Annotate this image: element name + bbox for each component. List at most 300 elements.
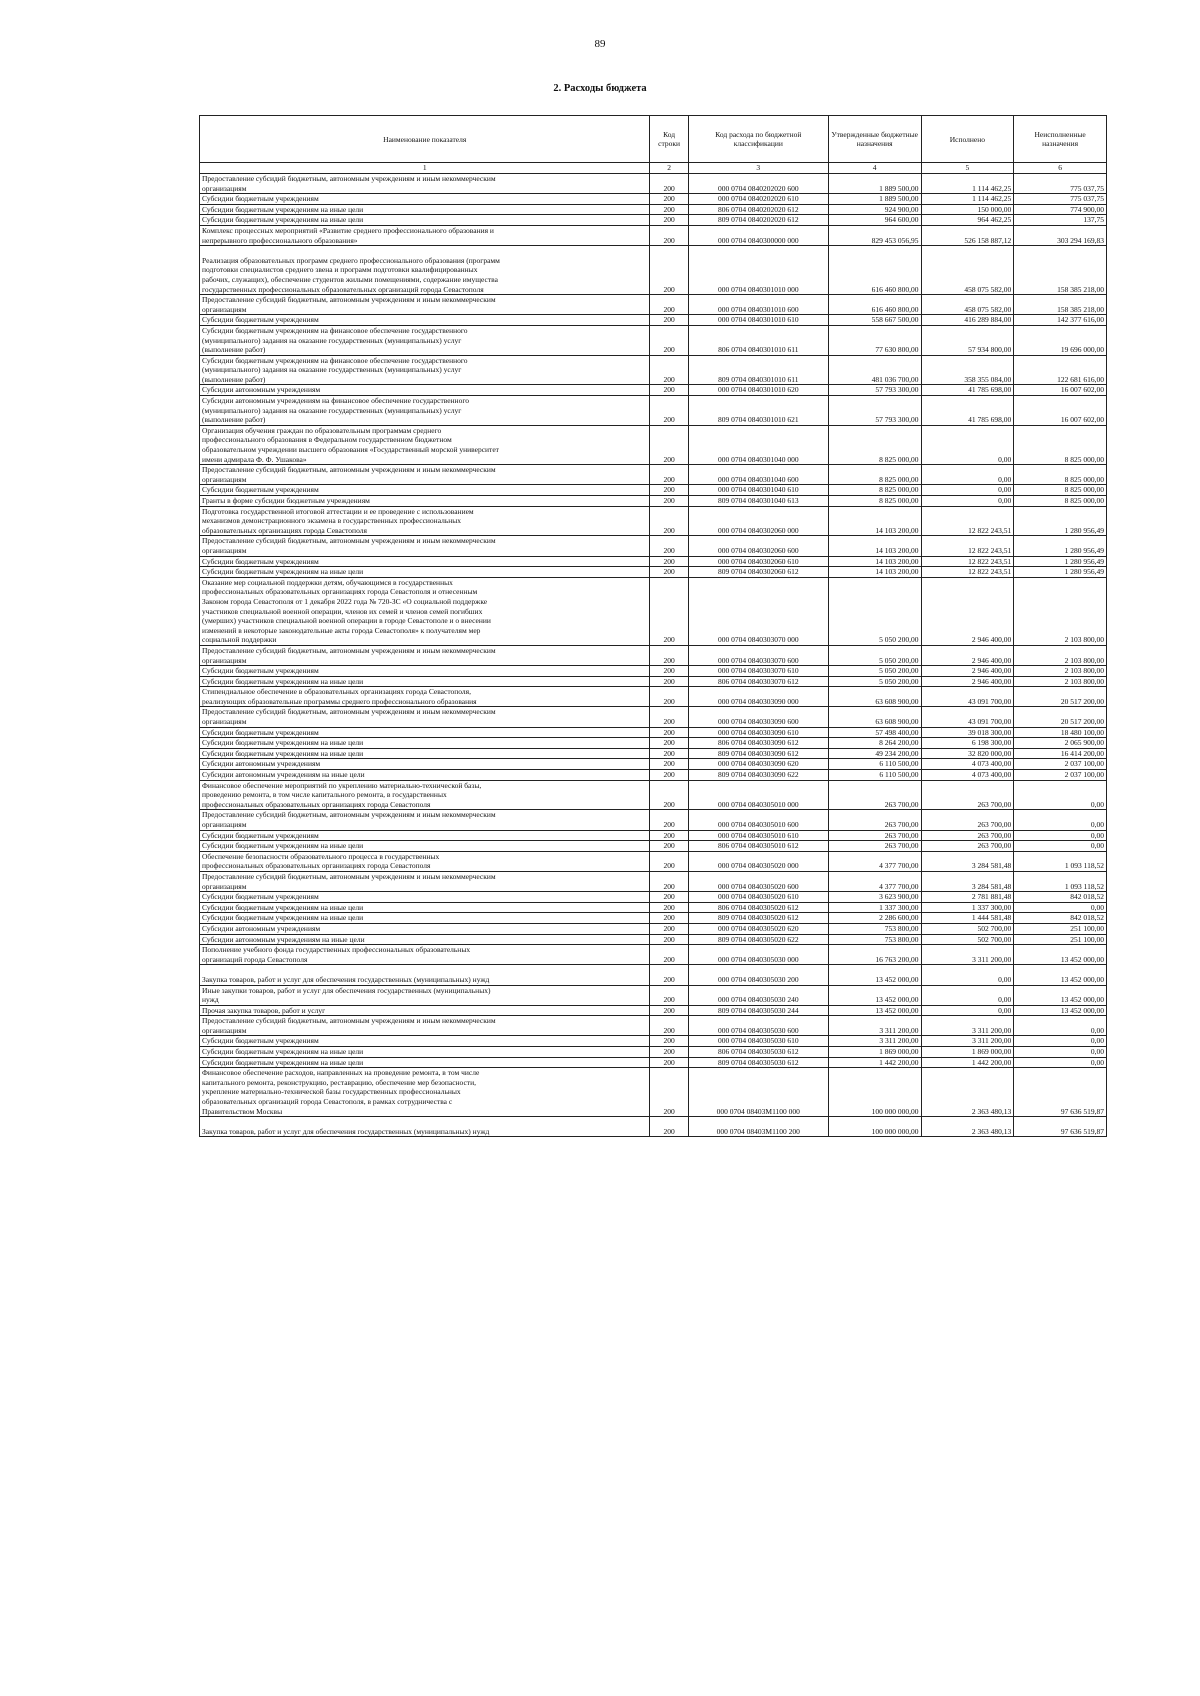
row-kbk-cell: 000 0704 0840303070 600: [688, 645, 828, 665]
row-unexecuted-cell: 20 517 200,00: [1014, 687, 1107, 707]
row-kbk-cell: 809 0704 0840302060 612: [688, 567, 828, 578]
row-kbk-cell: 000 0704 0840303070 000: [688, 577, 828, 645]
row-unexecuted-cell: 251 100,00: [1014, 934, 1107, 945]
row-approved-cell: 63 608 900,00: [828, 707, 921, 727]
table-row: [200, 913, 1107, 924]
row-name-cell: Предоставление субсидий бюджетным, автономным учреждениям и иным некоммерческим организациям: [200, 707, 650, 727]
row-unexecuted-cell: 97 636 519,87: [1014, 1117, 1107, 1137]
row-kbk-cell: 000 0704 0840302060 000: [688, 506, 828, 536]
row-approved-cell: 1 337 300,00: [828, 902, 921, 913]
row-unexecuted-cell: 1 280 956,49: [1014, 506, 1107, 536]
row-unexecuted-cell: 97 636 519,87: [1014, 1068, 1107, 1117]
table-row: [200, 871, 1107, 891]
row-name-cell: Иные закупки товаров, работ и услуг для обеспечения государственных (муниципальных) нужд: [200, 985, 650, 1005]
row-executed-cell: 4 073 400,00: [921, 770, 1014, 781]
table-row: [200, 567, 1107, 578]
table-row: [200, 1016, 1107, 1036]
table-row: [200, 934, 1107, 945]
header-classification-code: Код расхода по бюджетной классификации: [688, 116, 828, 163]
row-kbk-cell: 000 0704 0840301010 600: [688, 295, 828, 315]
row-approved-cell: 753 800,00: [828, 934, 921, 945]
row-name-cell: Субсидии автономным учреждениям: [200, 385, 650, 396]
row-name-cell: Субсидии бюджетным учреждениям на иные цели: [200, 748, 650, 759]
row-approved-cell: 1 442 200,00: [828, 1057, 921, 1068]
row-unexecuted-cell: 775 037,75: [1014, 174, 1107, 194]
row-name-cell: Гранты в форме субсидии бюджетным учреждениям: [200, 496, 650, 507]
row-kbk-cell: 000 0704 0840305010 610: [688, 830, 828, 841]
row-kbk-cell: 809 0704 0840303090 612: [688, 748, 828, 759]
row-code-cell: 200: [650, 496, 688, 507]
row-approved-cell: 14 103 200,00: [828, 506, 921, 536]
row-approved-cell: 13 452 000,00: [828, 1005, 921, 1016]
row-approved-cell: 8 825 000,00: [828, 425, 921, 464]
row-executed-cell: 2 363 480,13: [921, 1117, 1014, 1137]
row-approved-cell: 2 286 600,00: [828, 913, 921, 924]
row-name-cell: Субсидии бюджетным учреждениям на иные цели: [200, 738, 650, 749]
row-approved-cell: 13 452 000,00: [828, 985, 921, 1005]
row-executed-cell: 2 946 400,00: [921, 645, 1014, 665]
row-unexecuted-cell: 774 900,00: [1014, 204, 1107, 215]
row-unexecuted-cell: 19 696 000,00: [1014, 325, 1107, 355]
row-approved-cell: 57 793 300,00: [828, 396, 921, 426]
row-approved-cell: 100 000 000,00: [828, 1117, 921, 1137]
row-executed-cell: 0,00: [921, 965, 1014, 985]
row-approved-cell: 263 700,00: [828, 810, 921, 830]
row-approved-cell: 57 793 300,00: [828, 385, 921, 396]
row-executed-cell: 1 444 581,48: [921, 913, 1014, 924]
row-code-cell: 200: [650, 567, 688, 578]
row-unexecuted-cell: 16 007 602,00: [1014, 396, 1107, 426]
table-row: [200, 215, 1107, 226]
table-row: [200, 496, 1107, 507]
row-executed-cell: 358 355 084,00: [921, 355, 1014, 385]
row-unexecuted-cell: 1 280 956,49: [1014, 556, 1107, 567]
row-kbk-cell: 000 0704 0840305020 000: [688, 851, 828, 871]
row-name-cell: Субсидии бюджетным учреждениям на иные цели: [200, 567, 650, 578]
row-approved-cell: 481 036 700,00: [828, 355, 921, 385]
row-name-cell: Субсидии бюджетным учреждениям на иные цели: [200, 902, 650, 913]
row-kbk-cell: 000 0704 0840305030 600: [688, 1016, 828, 1036]
table-row: [200, 1117, 1107, 1137]
row-code-cell: 200: [650, 355, 688, 385]
column-index-row: [200, 163, 1107, 174]
row-name-cell: Комплекс процессных мероприятий «Развитие среднего профессионального образования и непрерывного профессионального образования»: [200, 225, 650, 245]
header-line-code: Код строки: [650, 116, 688, 163]
table-row: [200, 780, 1107, 810]
row-approved-cell: 829 453 056,95: [828, 225, 921, 245]
row-code-cell: 200: [650, 676, 688, 687]
row-executed-cell: 2 946 400,00: [921, 577, 1014, 645]
row-approved-cell: 13 452 000,00: [828, 965, 921, 985]
row-code-cell: 200: [650, 1005, 688, 1016]
row-name-cell: Предоставление субсидий бюджетным, автономным учреждениям и иным некоммерческим организациям: [200, 810, 650, 830]
row-code-cell: 200: [650, 536, 688, 556]
row-name-cell: Субсидии бюджетным учреждениям на иные цели: [200, 676, 650, 687]
table-row: [200, 485, 1107, 496]
table-row: [200, 246, 1107, 295]
row-kbk-cell: 000 0704 0840305030 610: [688, 1036, 828, 1047]
row-unexecuted-cell: 2 103 800,00: [1014, 645, 1107, 665]
row-executed-cell: 263 700,00: [921, 810, 1014, 830]
table-row: [200, 748, 1107, 759]
row-name-cell: Субсидии бюджетным учреждениям: [200, 194, 650, 205]
row-name-cell: Организация обучения граждан по образовательным программам среднего профессионального образования в Федеральном государственном бюджетном образовательном учреждении высшего образования «Государственный морской университет имени адмирала Ф. Ф. Ушакова»: [200, 425, 650, 464]
row-unexecuted-cell: 2 037 100,00: [1014, 759, 1107, 770]
row-executed-cell: 502 700,00: [921, 934, 1014, 945]
row-approved-cell: 14 103 200,00: [828, 536, 921, 556]
row-kbk-cell: 000 0704 0840305020 610: [688, 892, 828, 903]
row-kbk-cell: 806 0704 0840305030 612: [688, 1047, 828, 1058]
row-approved-cell: 3 623 900,00: [828, 892, 921, 903]
row-name-cell: Субсидии бюджетным учреждениям на иные цели: [200, 204, 650, 215]
row-code-cell: 200: [650, 913, 688, 924]
row-executed-cell: 1 337 300,00: [921, 902, 1014, 913]
row-code-cell: 200: [650, 225, 688, 245]
row-approved-cell: 616 460 800,00: [828, 246, 921, 295]
row-kbk-cell: 000 0704 0840303090 620: [688, 759, 828, 770]
row-code-cell: 200: [650, 841, 688, 852]
row-executed-cell: 32 820 000,00: [921, 748, 1014, 759]
row-unexecuted-cell: 2 103 800,00: [1014, 676, 1107, 687]
row-code-cell: 200: [650, 204, 688, 215]
row-name-cell: Закупка товаров, работ и услуг для обеспечения государственных (муниципальных) нужд: [200, 1117, 650, 1137]
row-name-cell: Предоставление субсидий бюджетным, автономным учреждениям и иным некоммерческим организациям: [200, 536, 650, 556]
row-unexecuted-cell: 0,00: [1014, 830, 1107, 841]
row-kbk-cell: 000 0704 0840301040 000: [688, 425, 828, 464]
table-row: [200, 830, 1107, 841]
table-row: [200, 645, 1107, 665]
row-unexecuted-cell: 13 452 000,00: [1014, 985, 1107, 1005]
row-executed-cell: 41 785 698,00: [921, 385, 1014, 396]
row-executed-cell: 41 785 698,00: [921, 396, 1014, 426]
row-name-cell: Субсидии бюджетным учреждениям: [200, 485, 650, 496]
table-row: [200, 727, 1107, 738]
row-name-cell: Субсидии бюджетным учреждениям: [200, 315, 650, 326]
row-name-cell: Предоставление субсидий бюджетным, автономным учреждениям и иным некоммерческим организациям: [200, 1016, 650, 1036]
row-approved-cell: 77 630 800,00: [828, 325, 921, 355]
row-name-cell: Прочая закупка товаров, работ и услуг: [200, 1005, 650, 1016]
row-code-cell: 200: [650, 396, 688, 426]
row-name-cell: Реализация образовательных программ среднего профессионального образования (программ подготовки специалистов среднего звена и программ подготовки квалифицированных рабочих, служащих), обеспечение студентов жилыми помещениями, содержание имущества государственных профессиональных образовательных организаций города Севастополя: [200, 246, 650, 295]
row-unexecuted-cell: 2 103 800,00: [1014, 577, 1107, 645]
row-approved-cell: 3 311 200,00: [828, 1016, 921, 1036]
row-executed-cell: 964 462,25: [921, 215, 1014, 226]
row-kbk-cell: 000 0704 0840300000 000: [688, 225, 828, 245]
row-unexecuted-cell: 0,00: [1014, 1036, 1107, 1047]
table-row: [200, 707, 1107, 727]
row-kbk-cell: 000 0704 0840301010 620: [688, 385, 828, 396]
row-executed-cell: 1 442 200,00: [921, 1057, 1014, 1068]
column-index: 5: [921, 163, 1014, 174]
row-executed-cell: 3 284 581,48: [921, 851, 1014, 871]
row-kbk-cell: 000 0704 0840302060 610: [688, 556, 828, 567]
row-executed-cell: 43 091 700,00: [921, 687, 1014, 707]
row-name-cell: Финансовое обеспечение мероприятий по укреплению материально-технической базы, проведению ремонта, в том числе капитального ремонта, в государственных профессиональных образовательных организациях города Севастополя: [200, 780, 650, 810]
row-code-cell: 200: [650, 934, 688, 945]
table-row: [200, 841, 1107, 852]
row-kbk-cell: 000 0704 0840305010 600: [688, 810, 828, 830]
row-name-cell: Субсидии бюджетным учреждениям на иные цели: [200, 1047, 650, 1058]
table-row: [200, 770, 1107, 781]
row-kbk-cell: 809 0704 0840305020 612: [688, 913, 828, 924]
row-name-cell: Предоставление субсидий бюджетным, автономным учреждениям и иным некоммерческим организациям: [200, 174, 650, 194]
row-approved-cell: 4 377 700,00: [828, 851, 921, 871]
row-name-cell: Субсидии автономным учреждениям на иные цели: [200, 934, 650, 945]
table-row: [200, 174, 1107, 194]
row-name-cell: Субсидии автономным учреждениям на финансовое обеспечение государственного (муниципального) задания на оказание государственных (муниципальных) услуг (выполнение работ): [200, 396, 650, 426]
table-row: [200, 851, 1107, 871]
row-kbk-cell: 809 0704 0840305030 244: [688, 1005, 828, 1016]
table-row: [200, 536, 1107, 556]
table-row: [200, 1005, 1107, 1016]
column-index: 2: [650, 163, 688, 174]
row-unexecuted-cell: 16 414 200,00: [1014, 748, 1107, 759]
row-executed-cell: 12 822 243,51: [921, 536, 1014, 556]
row-kbk-cell: 809 0704 0840305030 612: [688, 1057, 828, 1068]
row-unexecuted-cell: 1 280 956,49: [1014, 567, 1107, 578]
row-code-cell: 200: [650, 830, 688, 841]
row-unexecuted-cell: 1 093 118,52: [1014, 871, 1107, 891]
row-executed-cell: 43 091 700,00: [921, 707, 1014, 727]
row-name-cell: Предоставление субсидий бюджетным, автономным учреждениям и иным некоммерческим организациям: [200, 295, 650, 315]
row-executed-cell: 526 158 887,12: [921, 225, 1014, 245]
row-code-cell: 200: [650, 871, 688, 891]
row-name-cell: Оказание мер социальной поддержки детям, обучающимся в государственных профессиональных образовательных организациях города Севастополя и отнесенным Законом города Севастополя от 1 декабря 2022 года № 720-ЗС «О социальной поддержке участников специальной военной операции, членов их семей и членов семей погибших (умерших) участников специальной военной операции в городе Севастополе и о внесении изменений в некоторые законодательные акты города Севастополя» к получателям мер социальной поддержки: [200, 577, 650, 645]
header-indicator-name: Наименование показателя: [200, 116, 650, 163]
row-code-cell: 200: [650, 194, 688, 205]
row-kbk-cell: 000 0704 0840301010 610: [688, 315, 828, 326]
row-approved-cell: 1 889 500,00: [828, 194, 921, 205]
row-kbk-cell: 000 0704 0840303070 610: [688, 666, 828, 677]
row-executed-cell: 263 700,00: [921, 830, 1014, 841]
row-unexecuted-cell: 0,00: [1014, 841, 1107, 852]
header-approved: Утвержденные бюджетные назначения: [828, 116, 921, 163]
row-unexecuted-cell: 13 452 000,00: [1014, 965, 1107, 985]
row-approved-cell: 6 110 500,00: [828, 759, 921, 770]
table-row: [200, 556, 1107, 567]
row-code-cell: 200: [650, 770, 688, 781]
row-kbk-cell: 809 0704 0840301010 621: [688, 396, 828, 426]
row-kbk-cell: 806 0704 0840305020 612: [688, 902, 828, 913]
row-code-cell: 200: [650, 687, 688, 707]
row-kbk-cell: 806 0704 0840303090 612: [688, 738, 828, 749]
table-row: [200, 759, 1107, 770]
row-code-cell: 200: [650, 1068, 688, 1117]
row-approved-cell: 1 889 500,00: [828, 174, 921, 194]
row-kbk-cell: 809 0704 0840301040 613: [688, 496, 828, 507]
row-name-cell: Подготовка государственной итоговой аттестации и ее проведение с использованием механизмов демонстрационного экзамена в государственных профессиональных образовательных организациях города Севастополя: [200, 506, 650, 536]
row-executed-cell: 12 822 243,51: [921, 567, 1014, 578]
table-row: [200, 425, 1107, 464]
row-name-cell: Финансовое обеспечение расходов, направленных на проведение ремонта, в том числе капитального ремонта, реконструкцию, реставрацию, обеспечение мер безопасности, укрепление материально-технической базы государственных профессиональных образовательных организаций города Севастополя, в рамках сотрудничества с Правительством Москвы: [200, 1068, 650, 1117]
row-code-cell: 200: [650, 174, 688, 194]
table-row: [200, 892, 1107, 903]
row-code-cell: 200: [650, 315, 688, 326]
row-unexecuted-cell: 0,00: [1014, 1016, 1107, 1036]
row-unexecuted-cell: 8 825 000,00: [1014, 496, 1107, 507]
row-approved-cell: 5 050 200,00: [828, 666, 921, 677]
row-code-cell: 200: [650, 425, 688, 464]
row-unexecuted-cell: 0,00: [1014, 902, 1107, 913]
row-name-cell: Предоставление субсидий бюджетным, автономным учреждениям и иным некоммерческим организациям: [200, 465, 650, 485]
row-approved-cell: 263 700,00: [828, 841, 921, 852]
table-row: [200, 923, 1107, 934]
row-name-cell: Предоставление субсидий бюджетным, автономным учреждениям и иным некоммерческим организациям: [200, 645, 650, 665]
row-executed-cell: 2 946 400,00: [921, 666, 1014, 677]
row-code-cell: 200: [650, 738, 688, 749]
table-row: [200, 687, 1107, 707]
row-executed-cell: 0,00: [921, 485, 1014, 496]
row-name-cell: Закупка товаров, работ и услуг для обеспечения государственных (муниципальных) нужд: [200, 965, 650, 985]
row-unexecuted-cell: 2 103 800,00: [1014, 666, 1107, 677]
row-executed-cell: 2 946 400,00: [921, 676, 1014, 687]
row-executed-cell: 3 311 200,00: [921, 1036, 1014, 1047]
row-unexecuted-cell: 158 385 218,00: [1014, 295, 1107, 315]
row-code-cell: 200: [650, 246, 688, 295]
row-approved-cell: 5 050 200,00: [828, 676, 921, 687]
row-approved-cell: 49 234 200,00: [828, 748, 921, 759]
row-executed-cell: 0,00: [921, 496, 1014, 507]
row-code-cell: 200: [650, 215, 688, 226]
row-unexecuted-cell: 842 018,52: [1014, 913, 1107, 924]
row-code-cell: 200: [650, 902, 688, 913]
row-approved-cell: 4 377 700,00: [828, 871, 921, 891]
row-approved-cell: 616 460 800,00: [828, 295, 921, 315]
row-unexecuted-cell: 1 280 956,49: [1014, 536, 1107, 556]
table-row: [200, 902, 1107, 913]
row-kbk-cell: 000 0704 0840202020 610: [688, 194, 828, 205]
row-code-cell: 200: [650, 506, 688, 536]
row-code-cell: 200: [650, 1016, 688, 1036]
row-approved-cell: 14 103 200,00: [828, 567, 921, 578]
table-row: [200, 295, 1107, 315]
row-code-cell: 200: [650, 985, 688, 1005]
row-name-cell: Субсидии бюджетным учреждениям: [200, 727, 650, 738]
row-approved-cell: 57 498 400,00: [828, 727, 921, 738]
row-code-cell: 200: [650, 1036, 688, 1047]
row-kbk-cell: 806 0704 0840305010 612: [688, 841, 828, 852]
row-name-cell: Субсидии бюджетным учреждениям на финансовое обеспечение государственного (муниципального) задания на оказание государственных (муниципальных) услуг (выполнение работ): [200, 325, 650, 355]
row-code-cell: 200: [650, 780, 688, 810]
row-code-cell: 200: [650, 851, 688, 871]
row-executed-cell: 0,00: [921, 465, 1014, 485]
table-row: [200, 738, 1107, 749]
row-kbk-cell: 809 0704 0840303090 622: [688, 770, 828, 781]
budget-expenses-table: [199, 115, 1107, 1137]
column-index: 6: [1014, 163, 1107, 174]
table-row: [200, 355, 1107, 385]
table-row: [200, 325, 1107, 355]
row-executed-cell: 458 075 582,00: [921, 246, 1014, 295]
page-number: 89: [594, 38, 606, 50]
table-row: [200, 465, 1107, 485]
row-approved-cell: 1 869 000,00: [828, 1047, 921, 1058]
table-row: [200, 396, 1107, 426]
row-unexecuted-cell: 2 037 100,00: [1014, 770, 1107, 781]
row-code-cell: 200: [650, 945, 688, 965]
row-name-cell: Субсидии бюджетным учреждениям на иные цели: [200, 913, 650, 924]
row-unexecuted-cell: 2 065 900,00: [1014, 738, 1107, 749]
row-approved-cell: 5 050 200,00: [828, 645, 921, 665]
row-approved-cell: 63 608 900,00: [828, 687, 921, 707]
row-code-cell: 200: [650, 759, 688, 770]
row-kbk-cell: 000 0704 08403М1100 000: [688, 1068, 828, 1117]
row-name-cell: Субсидии бюджетным учреждениям: [200, 556, 650, 567]
row-unexecuted-cell: 137,75: [1014, 215, 1107, 226]
row-approved-cell: 263 700,00: [828, 830, 921, 841]
row-name-cell: Субсидии бюджетным учреждениям: [200, 666, 650, 677]
row-unexecuted-cell: 8 825 000,00: [1014, 465, 1107, 485]
header-unexecuted: Неисполненные назначения: [1014, 116, 1107, 163]
column-index: 4: [828, 163, 921, 174]
row-kbk-cell: 000 0704 0840305020 600: [688, 871, 828, 891]
row-unexecuted-cell: 842 018,52: [1014, 892, 1107, 903]
row-approved-cell: 100 000 000,00: [828, 1068, 921, 1117]
row-code-cell: 200: [650, 666, 688, 677]
row-approved-cell: 5 050 200,00: [828, 577, 921, 645]
row-code-cell: 200: [650, 556, 688, 567]
section-title: 2. Расходы бюджета: [553, 83, 647, 94]
row-name-cell: Стипендиальное обеспечение в образовательных организациях города Севастополя, реализующих образовательные программы среднего профессионального образования: [200, 687, 650, 707]
row-unexecuted-cell: 142 377 616,00: [1014, 315, 1107, 326]
row-executed-cell: 502 700,00: [921, 923, 1014, 934]
row-unexecuted-cell: 13 452 000,00: [1014, 945, 1107, 965]
row-name-cell: Субсидии автономным учреждениям: [200, 759, 650, 770]
row-executed-cell: 2 363 480,13: [921, 1068, 1014, 1117]
row-approved-cell: 753 800,00: [828, 923, 921, 934]
row-name-cell: Субсидии бюджетным учреждениям: [200, 1036, 650, 1047]
row-unexecuted-cell: 122 681 616,00: [1014, 355, 1107, 385]
row-unexecuted-cell: 158 385 218,00: [1014, 246, 1107, 295]
row-kbk-cell: 000 0704 0840303090 000: [688, 687, 828, 707]
row-kbk-cell: 000 0704 0840305030 000: [688, 945, 828, 965]
row-kbk-cell: 806 0704 0840303070 612: [688, 676, 828, 687]
row-approved-cell: 263 700,00: [828, 780, 921, 810]
row-unexecuted-cell: 251 100,00: [1014, 923, 1107, 934]
row-executed-cell: 57 934 800,00: [921, 325, 1014, 355]
row-kbk-cell: 000 0704 0840301010 000: [688, 246, 828, 295]
row-kbk-cell: 809 0704 0840202020 612: [688, 215, 828, 226]
row-unexecuted-cell: 0,00: [1014, 810, 1107, 830]
table-row: [200, 676, 1107, 687]
row-unexecuted-cell: 16 007 602,00: [1014, 385, 1107, 396]
row-code-cell: 200: [650, 1057, 688, 1068]
row-name-cell: Обеспечение безопасности образовательного процесса в государственных профессиональных образовательных организациях города Севастополя: [200, 851, 650, 871]
row-name-cell: Субсидии бюджетным учреждениям на иные цели: [200, 1057, 650, 1068]
row-name-cell: Субсидии бюджетным учреждениям на финансовое обеспечение государственного (муниципального) задания на оказание государственных (муниципальных) услуг (выполнение работ): [200, 355, 650, 385]
column-index: 3: [688, 163, 828, 174]
row-kbk-cell: 000 0704 0840302060 600: [688, 536, 828, 556]
row-kbk-cell: 000 0704 0840202020 600: [688, 174, 828, 194]
row-code-cell: 200: [650, 1047, 688, 1058]
row-unexecuted-cell: 8 825 000,00: [1014, 485, 1107, 496]
header-executed: Исполнено: [921, 116, 1014, 163]
row-executed-cell: 3 284 581,48: [921, 871, 1014, 891]
row-approved-cell: 558 667 500,00: [828, 315, 921, 326]
row-code-cell: 200: [650, 295, 688, 315]
row-approved-cell: 16 763 200,00: [828, 945, 921, 965]
row-code-cell: 200: [650, 485, 688, 496]
table-row: [200, 506, 1107, 536]
row-executed-cell: 263 700,00: [921, 841, 1014, 852]
row-approved-cell: 8 825 000,00: [828, 496, 921, 507]
row-executed-cell: 12 822 243,51: [921, 556, 1014, 567]
row-executed-cell: 263 700,00: [921, 780, 1014, 810]
row-kbk-cell: 000 0704 0840301040 600: [688, 465, 828, 485]
row-kbk-cell: 806 0704 0840202020 612: [688, 204, 828, 215]
table-row: [200, 315, 1107, 326]
table-row: [200, 204, 1107, 215]
